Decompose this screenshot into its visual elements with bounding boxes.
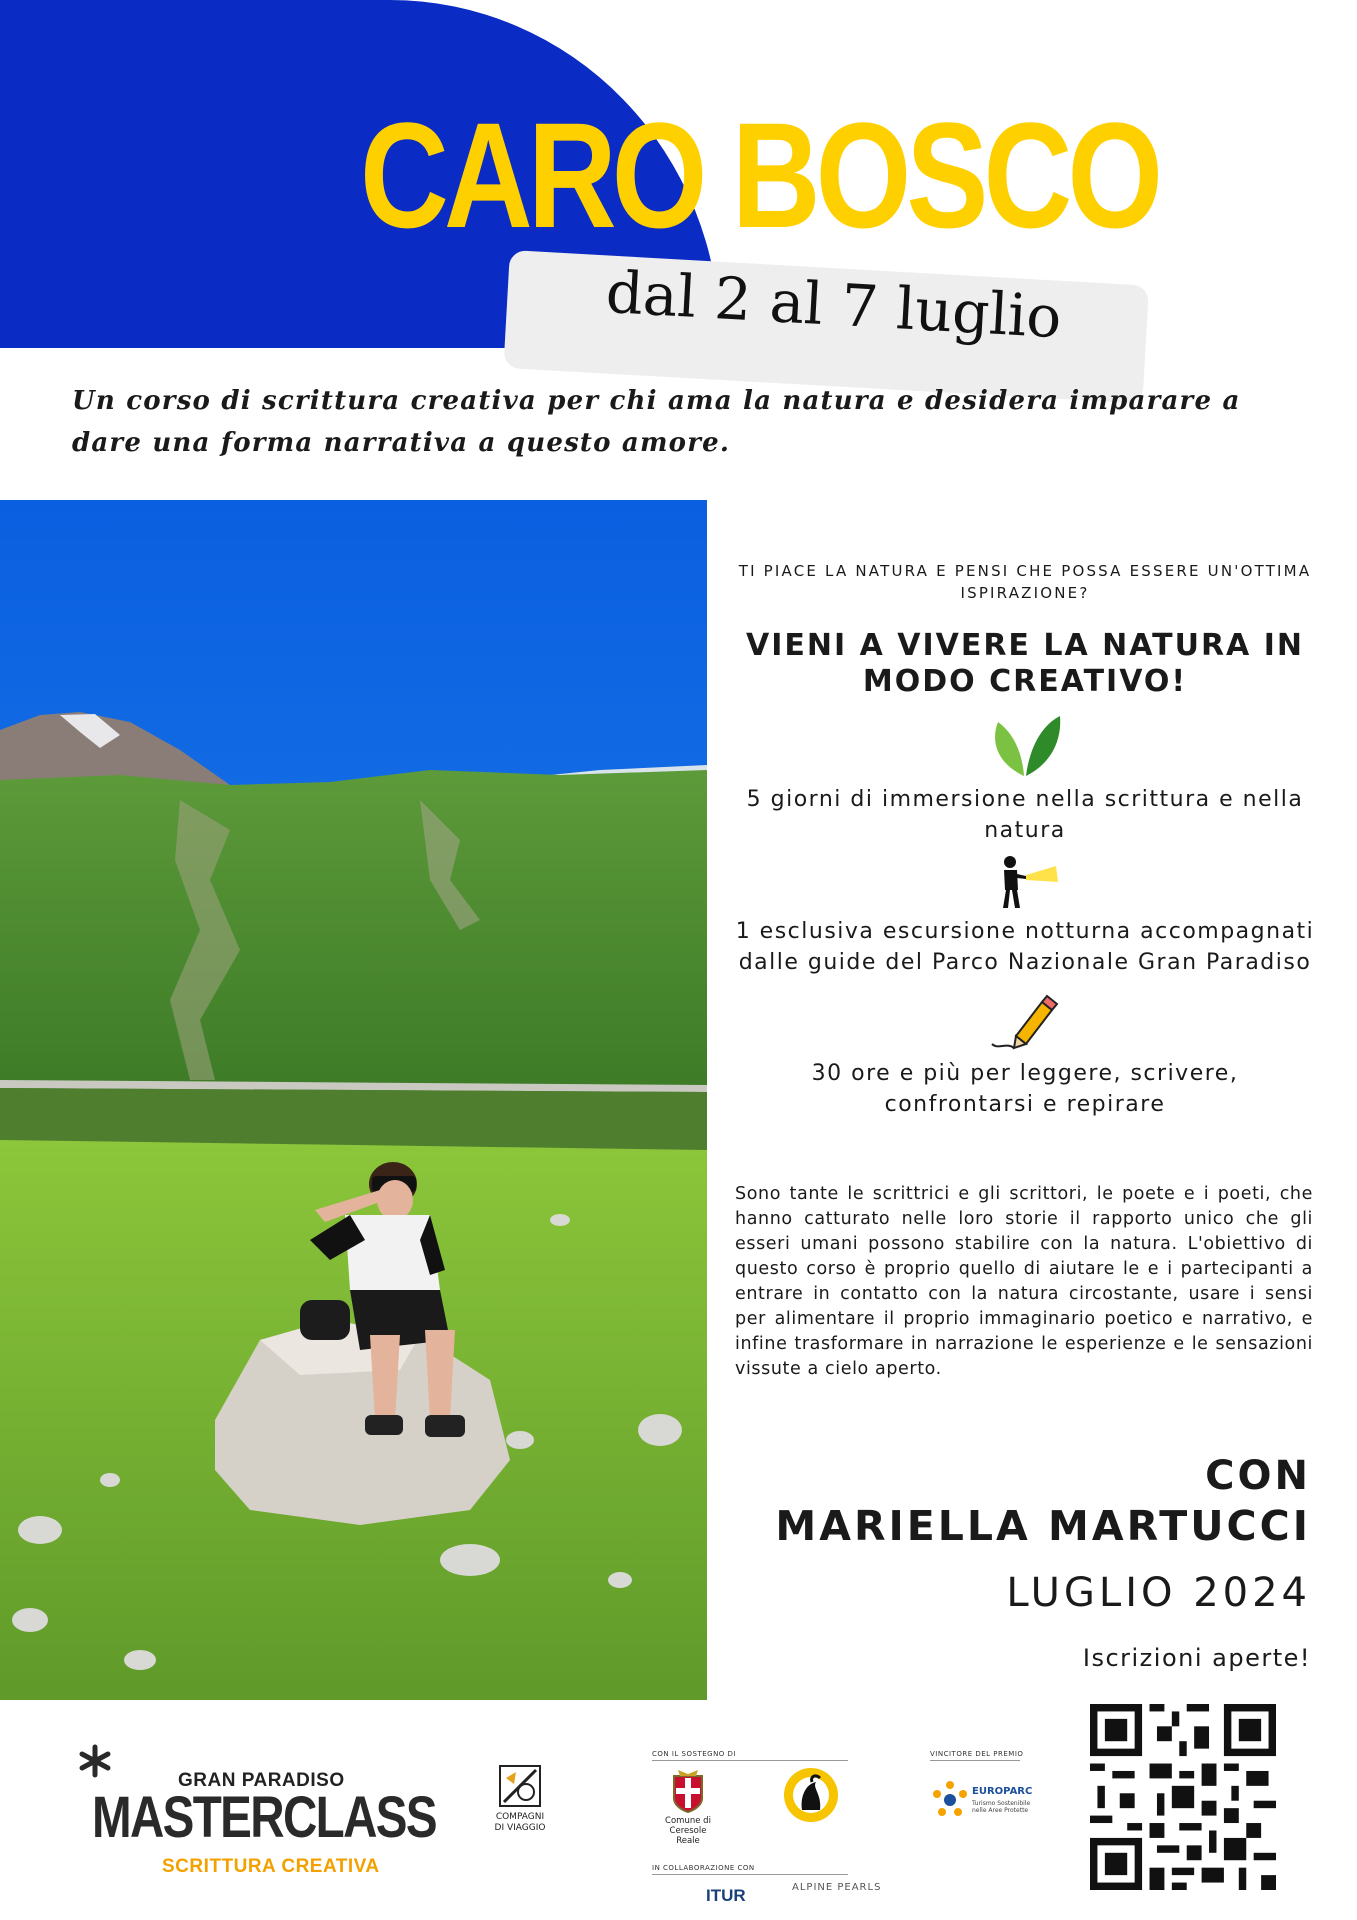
pencil-icon bbox=[990, 992, 1060, 1052]
divider bbox=[652, 1874, 848, 1875]
itur-logo: ITUR bbox=[706, 1886, 746, 1905]
comune-ceresole-label: Comune di Ceresole Reale bbox=[665, 1816, 711, 1846]
collaborazione-label: IN COLLABORAZIONE CON bbox=[652, 1864, 755, 1872]
hero-photo bbox=[0, 500, 707, 1700]
flashlight-hiker-icon bbox=[990, 854, 1060, 910]
divider bbox=[930, 1760, 1020, 1761]
leaves-icon bbox=[988, 714, 1062, 778]
feature-days: 5 giorni di immersione nella scrittura e nella natura bbox=[746, 787, 1304, 843]
logo-scrittura-creativa: SCRITTURA CREATIVA bbox=[162, 1856, 380, 1877]
ceresole-crest-icon bbox=[666, 1768, 710, 1814]
headline: VIENI A VIVERE LA NATURA IN MODO CREATIVO! bbox=[745, 628, 1304, 699]
registration-open: Iscrizioni aperte! bbox=[1082, 1644, 1311, 1672]
qr-code-icon[interactable] bbox=[1090, 1704, 1276, 1890]
course-description: Sono tante le scrittrici e gli scrittori, le poete e i poeti, che hanno catturato nelle loro storie il rapporto unico che gli esseri umani possono stabilire con la natura. L'obiettivo di questo corso è proprio quello di aiutare le e i partecipanti a entrare in contatto con la natura circostante, usare i sensi per alimentare il proprio immaginario poetico e narrativo, e infine trasformare in narrazione le esperienze e le sensazioni vissute a cielo aperto. bbox=[735, 1184, 1313, 1379]
feature-hours: 30 ore e più per leggere, scrivere, confrontarsi e repirare bbox=[811, 1061, 1239, 1117]
alpine-pearls-logo: ALPINE PEARLS bbox=[792, 1882, 882, 1893]
snowflake-icon bbox=[78, 1744, 112, 1778]
logo-gran-paradiso: GRAN PARADISO bbox=[178, 1770, 345, 1791]
europarc-logo: EUROPARC bbox=[972, 1786, 1033, 1797]
poster-title: CARO BOSCO bbox=[360, 91, 1159, 259]
feature-excursion: 1 esclusiva escursione notturna accompagnati dalle guide del Parco Nazionale Gran Paradiso bbox=[735, 919, 1315, 975]
europarc-star-icon bbox=[930, 1780, 970, 1820]
compagni-di-viaggio-label: COMPAGNI DI VIAGGIO bbox=[494, 1812, 546, 1833]
question-text: TI PIACE LA NATURA E PENSI CHE POSSA ESSERE UN'OTTIMA ISPIRAZIONE? bbox=[738, 562, 1312, 602]
vincitore-label: VINCITORE DEL PREMIO bbox=[930, 1750, 1024, 1758]
sostegno-label: CON IL SOSTEGNO DI bbox=[652, 1750, 736, 1758]
mountain-meadow-photo bbox=[0, 500, 707, 1700]
divider bbox=[652, 1760, 848, 1761]
parco-gran-paradiso-seal-icon bbox=[782, 1766, 840, 1824]
teacher-name: MARIELLA MARTUCCI bbox=[775, 1502, 1311, 1550]
event-dates: dal 2 al 7 luglio bbox=[604, 258, 1064, 352]
con-label: CON bbox=[1205, 1453, 1311, 1499]
info-column bbox=[735, 560, 1315, 1128]
event-month: LUGLIO 2024 bbox=[1006, 1570, 1311, 1616]
logo-masterclass: MASTERCLASS bbox=[92, 1785, 436, 1850]
europarc-subtitle: Turismo Sostenibile nelle Aree Protette bbox=[972, 1800, 1031, 1814]
compagni-logo-icon bbox=[498, 1764, 542, 1808]
intro-tagline: Un corso di scrittura creativa per chi ama la natura e desidera imparare a dare una forma narrativa a questo amore. bbox=[72, 386, 1241, 458]
